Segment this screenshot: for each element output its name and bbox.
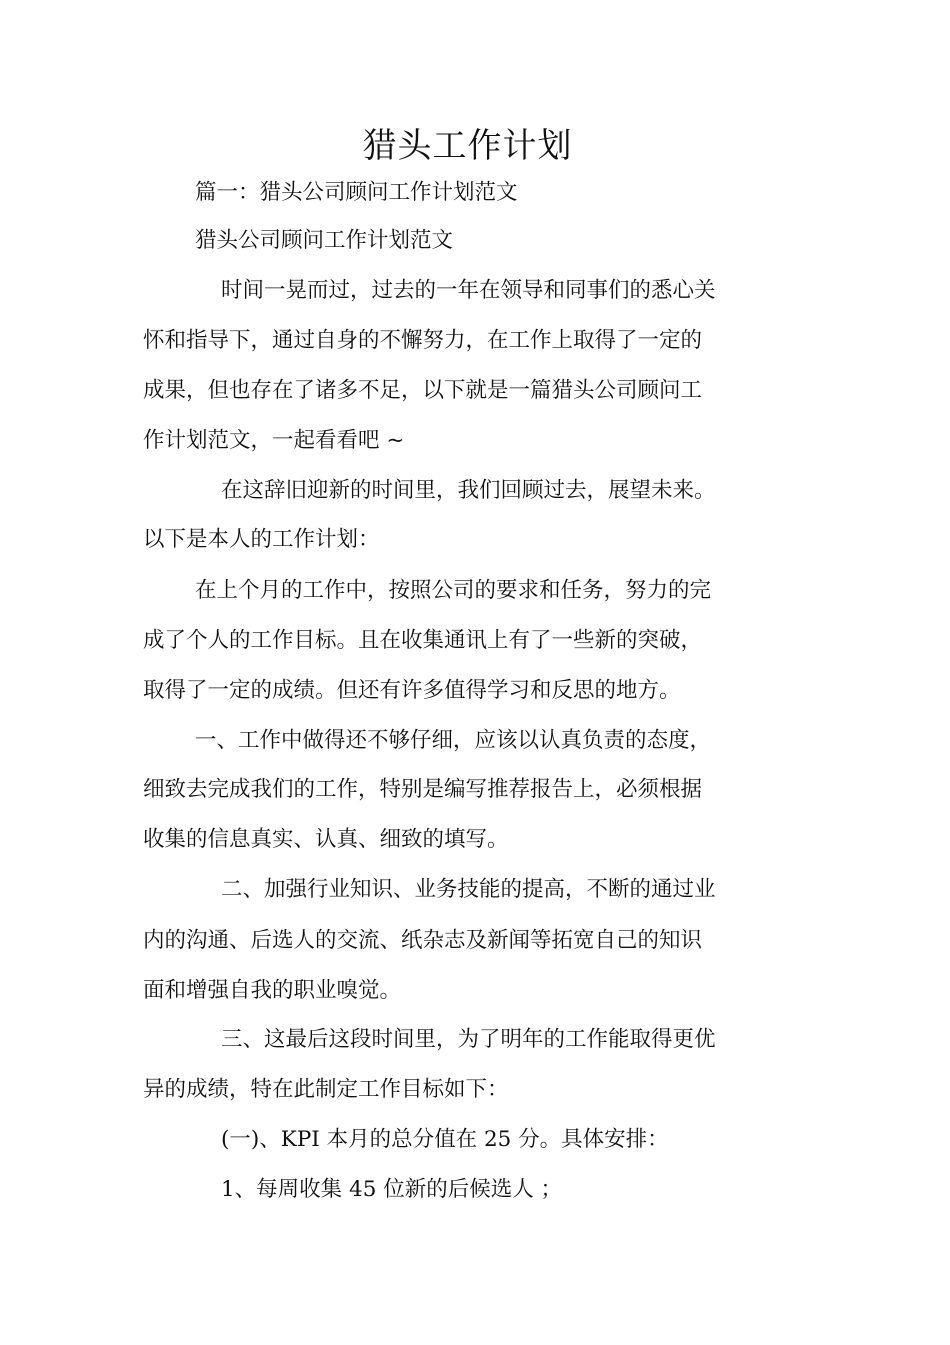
list-item-line: 面和增强自我的职业嗅觉。: [143, 978, 402, 1003]
section-heading: 篇一：猎头公司顾问工作计划范文: [195, 180, 518, 205]
paragraph-line: 作计划范文，一起看看吧 ~: [143, 428, 405, 453]
paragraph-line: 在上个月的工作中，按照公司的要求和任务，努力的完: [195, 578, 712, 603]
list-item-line: 三、这最后这段时间里，为了明年的工作能取得更优: [221, 1027, 716, 1052]
paragraph-line: 在这辞旧迎新的时间里，我们回顾过去，展望未来。: [221, 478, 716, 503]
paragraph-line: 成了个人的工作目标。且在收集通讯上有了一些新的突破，: [143, 628, 703, 653]
list-item-line: 二、加强行业知识、业务技能的提高，不断的通过业: [221, 877, 716, 902]
paragraph-line: 以下是本人的工作计划：: [143, 527, 380, 552]
paragraph-line: 怀和指导下，通过自身的不懈努力，在工作上取得了一定的: [143, 328, 703, 353]
list-item-line: 异的成绩，特在此制定工作目标如下：: [143, 1077, 509, 1102]
list-item-line: 内的沟通、后选人的交流、纸杂志及新闻等拓宽自己的知识: [143, 928, 703, 953]
paragraph-line: 时间一晃而过，过去的一年在领导和同事们的悉心关: [221, 278, 716, 303]
list-item-line: 细致去完成我们的工作，特别是编写推荐报告上，必须根据: [143, 777, 703, 802]
document-title: 猎头工作计划: [362, 126, 573, 166]
paragraph-line: 成果，但也存在了诸多不足，以下就是一篇猎头公司顾问工: [143, 378, 703, 403]
paragraph-line: 取得了一定的成绩。但还有许多值得学习和反思的地方。: [143, 678, 681, 703]
list-item-line: 一、工作中做得还不够仔细，应该以认真负责的态度，: [195, 728, 712, 753]
sub-list-item-line: 1、每周收集 45 位新的后候选人 ；: [221, 1177, 563, 1202]
sub-list-item-line: (一)、KPI 本月的总分值在 25 分。具体安排：: [221, 1127, 669, 1152]
list-item-line: 收集的信息真实、认真、细致的填写。: [143, 827, 509, 852]
subheading: 猎头公司顾问工作计划范文: [195, 228, 454, 253]
